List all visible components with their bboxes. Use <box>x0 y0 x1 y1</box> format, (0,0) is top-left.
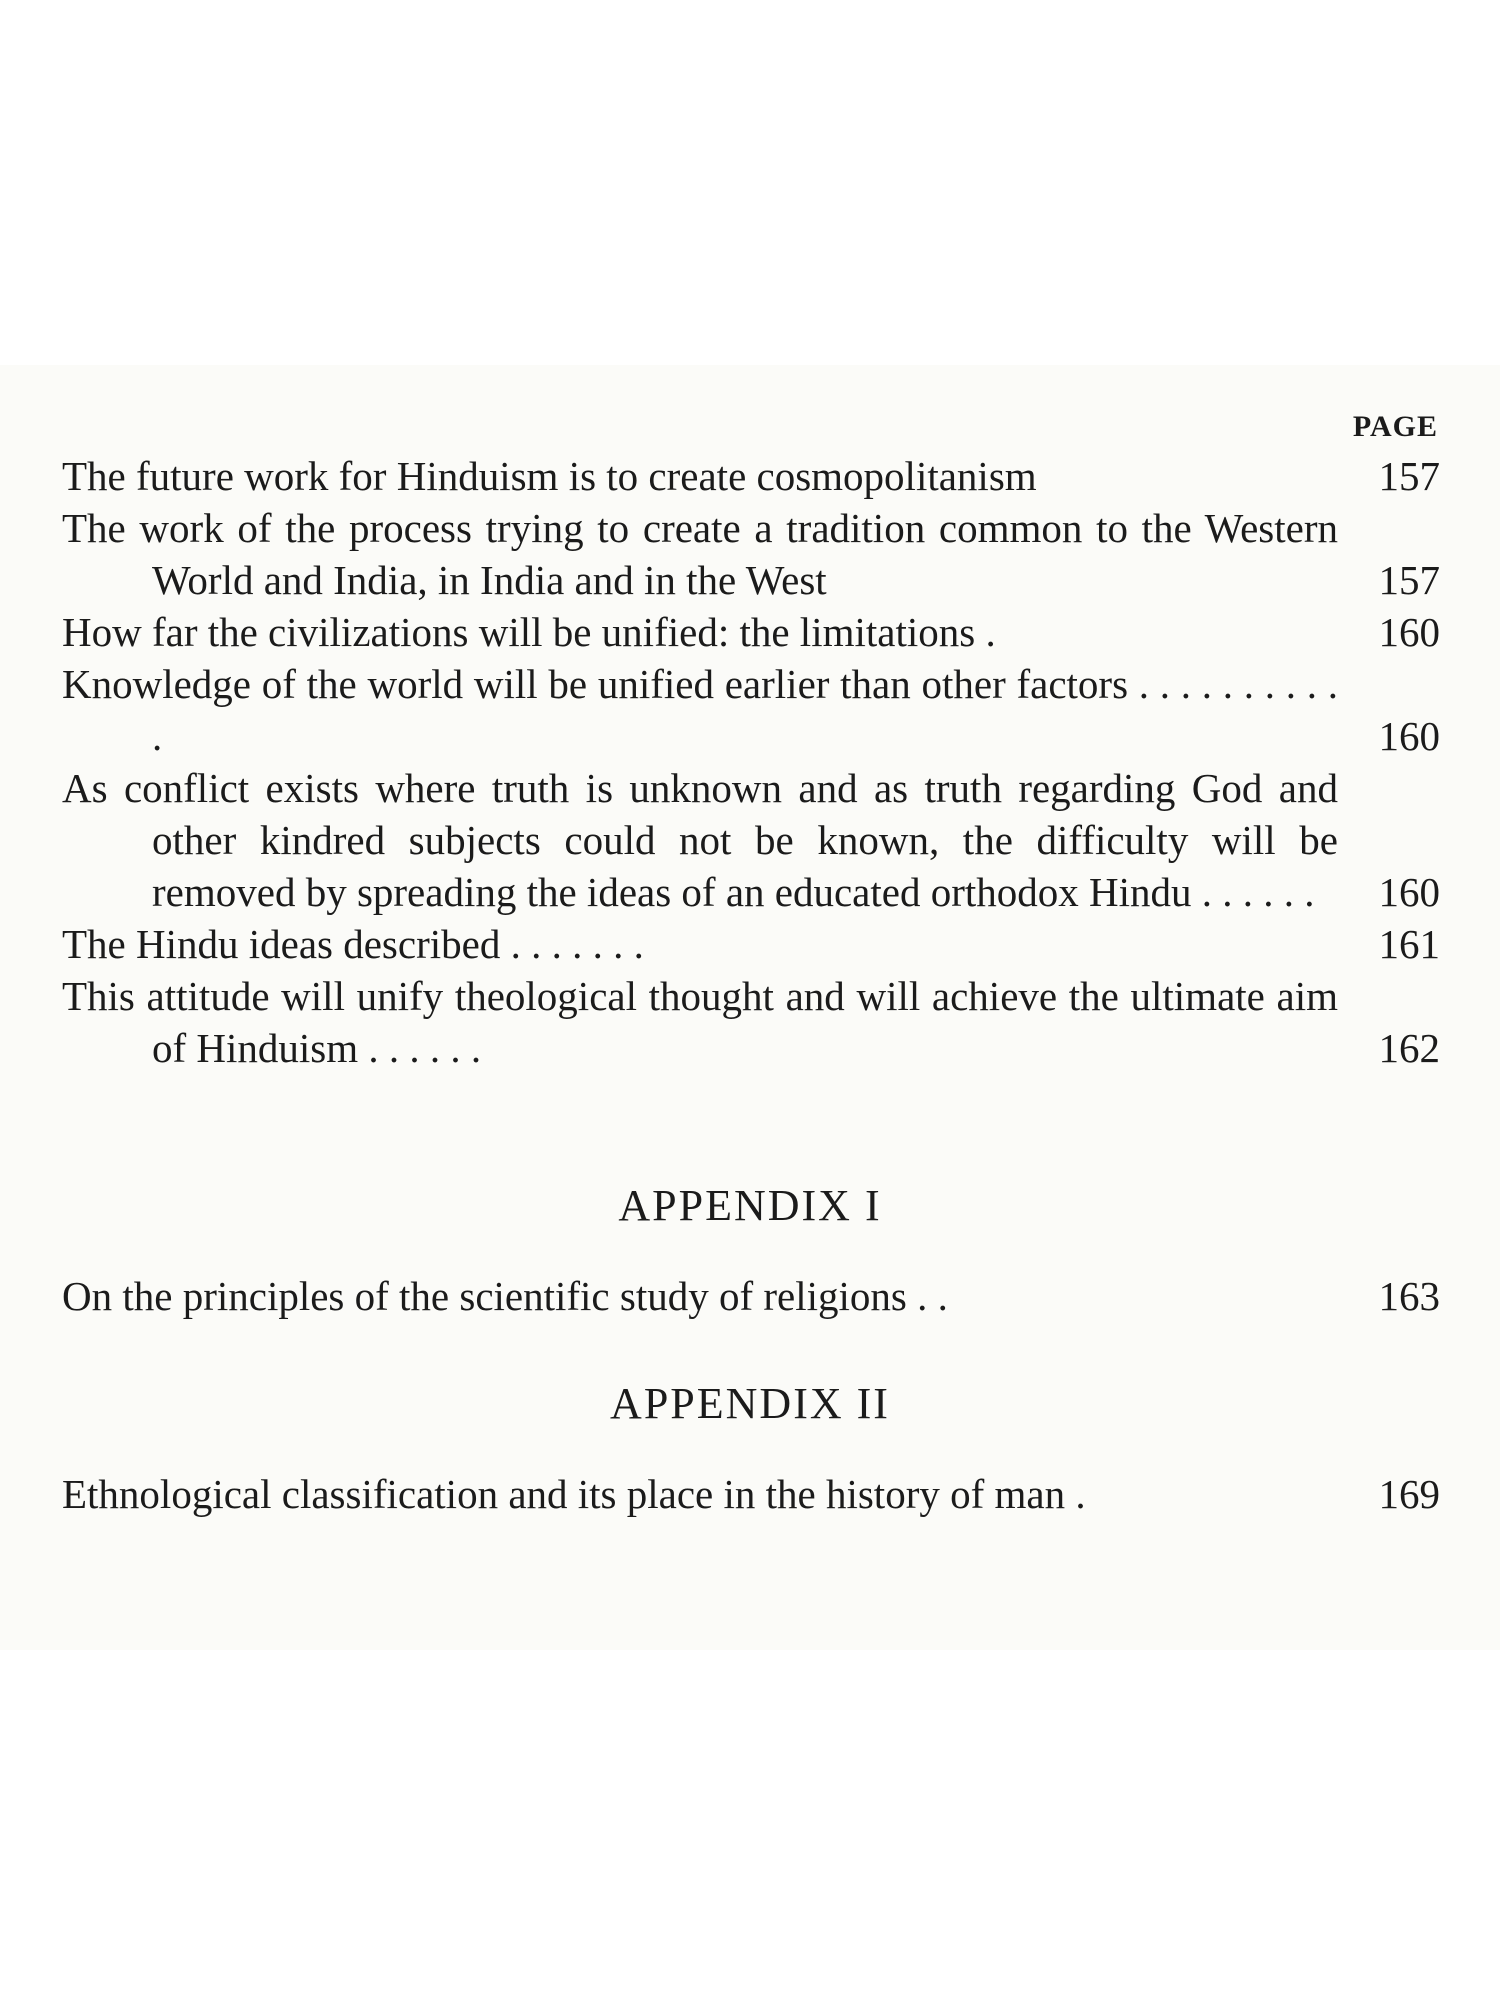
entry-page-number: 160 <box>1378 869 1440 915</box>
entry-title: How far the civilizations will be unified: the limitations . <box>62 609 996 655</box>
contents-entry[interactable] <box>62 450 1440 502</box>
contents-entry[interactable] <box>62 502 1440 606</box>
entry-title: The Hindu ideas described . . . . . . . <box>62 921 644 967</box>
entry-title: The future work for Hinduism is to create cosmopolitanism <box>62 453 1037 499</box>
appendix-1-heading: APPENDIX I <box>618 1181 882 1230</box>
contents-entry[interactable] <box>62 918 1440 970</box>
entry-title: Ethnological classification and its place in the history of man . <box>62 1471 1086 1517</box>
entry-page-number: 160 <box>1378 713 1440 759</box>
contents-entry[interactable] <box>62 762 1440 918</box>
entry-page-number: 161 <box>1378 921 1440 967</box>
entry-page-number: 162 <box>1378 1025 1440 1071</box>
contents-entry[interactable] <box>62 606 1440 658</box>
contents-entry[interactable] <box>62 970 1440 1074</box>
entry-title: This attitude will unify theological thought and will achieve the ultimate aim of Hinduism . . . . . . <box>62 973 1338 1071</box>
entry-title: Knowledge of the world will be unified earlier than other factors . . . . . . . . . . . <box>62 661 1338 759</box>
page-column-label: PAGE <box>1352 410 1438 443</box>
entry-title: The work of the process trying to create a tradition common to the Western World and India, in India and in the West <box>62 505 1338 603</box>
appendix-1-entry[interactable] <box>62 1272 1440 1320</box>
entry-page-number: 160 <box>1378 609 1440 655</box>
contents-list <box>62 450 1440 1074</box>
entry-title: On the principles of the scientific study of religions . . <box>62 1273 948 1319</box>
entry-page-number: 157 <box>1378 453 1440 499</box>
entry-page-number: 163 <box>1378 1273 1440 1319</box>
entry-page-number: 169 <box>1378 1471 1440 1517</box>
contents-entry[interactable] <box>62 658 1440 762</box>
entry-title: As conflict exists where truth is unknown and as truth regarding God and other kindred subjects could not be known, the difficulty will be removed by spreading the ideas of an educated orthodox Hindu . . . . . . <box>62 765 1338 915</box>
appendix-2-heading: APPENDIX II <box>610 1379 890 1428</box>
appendix-2-entry[interactable] <box>62 1470 1440 1518</box>
entry-page-number: 157 <box>1378 557 1440 603</box>
